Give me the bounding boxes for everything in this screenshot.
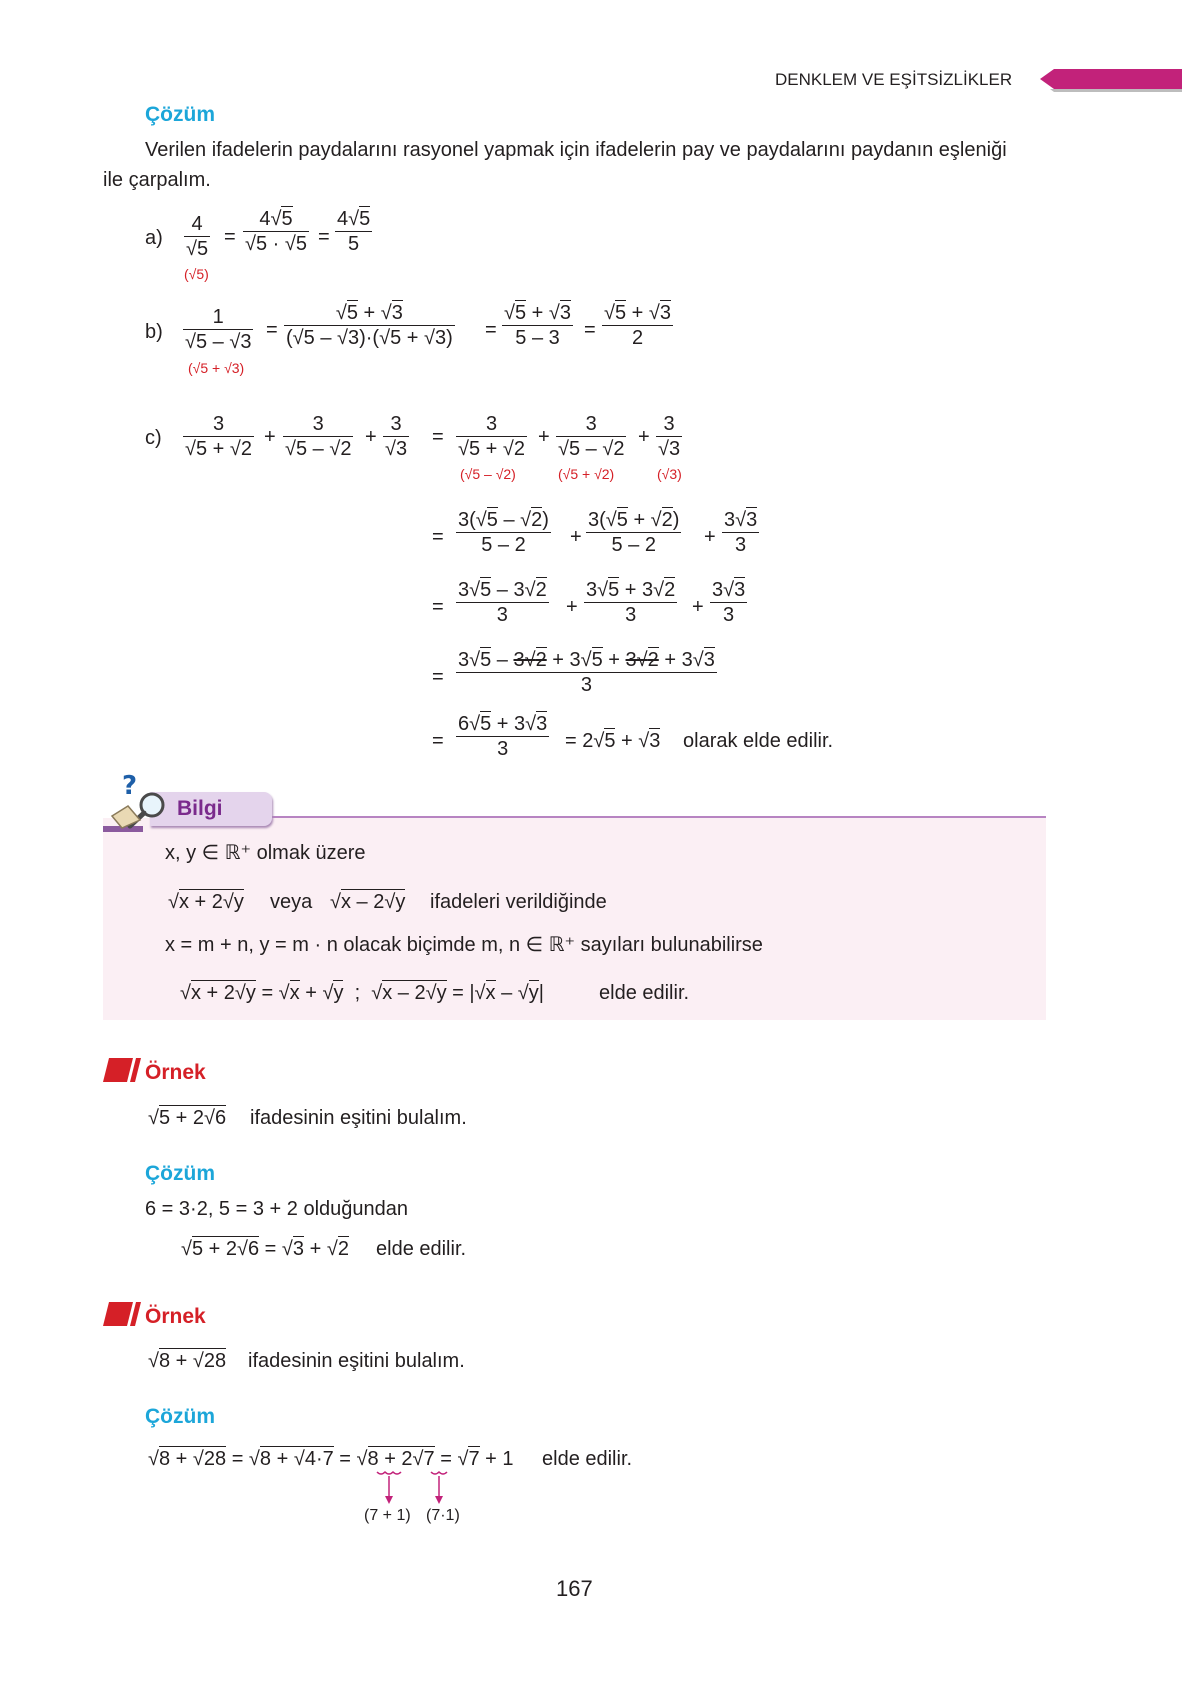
example1-solution-expr: √5 + 2√6 = √3 + √2 (181, 1238, 349, 1260)
fraction: 3 √3 (385, 413, 408, 460)
chapter-title: DENKLEM VE EŞİTSİZLİKLER (775, 70, 1013, 89)
fraction: 3√5 – 3√2 + 3√5 + 3√2 + 3√3 3 (458, 649, 715, 696)
solution-heading: Çözüm (145, 103, 215, 126)
example1-expression: √5 + 2√6 (148, 1107, 227, 1129)
label-a: a) (145, 227, 163, 249)
fraction: 3 √5 + √2 (185, 413, 253, 460)
example2-solution-expr: √8 + √28 = √8 + √4·7 = √8 + 2√7 = √7 + 1 (148, 1448, 514, 1470)
label-b: b) (145, 321, 163, 343)
fraction: √5 + √3 2 (604, 302, 672, 349)
fraction: 3 √5 + √2 (458, 413, 526, 460)
example-marker-icon (103, 1056, 143, 1084)
fraction: 3√3 3 (724, 509, 758, 556)
info-line3: x = m + n, y = m · n olacak biçimde m, n ∈ ℝ⁺ sayıları bulunabilirse (165, 934, 763, 956)
info-box-top-line (270, 816, 1046, 818)
example-heading: Örnek (145, 1305, 206, 1328)
info-expr-2: √x – 2√y (330, 891, 406, 913)
magnifier-question-icon (108, 772, 172, 830)
fraction: 3(√5 + √2) 5 – 2 (588, 509, 680, 556)
info-expr-1: √x + 2√y (168, 891, 244, 913)
info-line1: x, y ∈ ℝ⁺ olmak üzere (165, 842, 366, 864)
example2-expression: √8 + √28 (148, 1350, 227, 1372)
result-text: olarak elde edilir. (683, 730, 834, 752)
example-heading: Örnek (145, 1061, 206, 1084)
annotation-arrows (375, 1468, 455, 1508)
fraction: 6√5 + 3√3 3 (458, 713, 548, 760)
example-marker-icon (103, 1300, 143, 1328)
example2-solution-end: elde edilir. (542, 1448, 633, 1470)
fraction: 3√5 – 3√2 3 (458, 579, 547, 626)
example1-solution-line1: 6 = 3·2, 5 = 3 + 2 olduğundan (145, 1198, 408, 1220)
fraction: 3(√5 – √2) 5 – 2 (458, 509, 549, 556)
fraction: √5 + √3 (√5 – √3)·(√5 + √3) (286, 302, 453, 349)
fraction: √5 + √3 5 – 3 (504, 302, 572, 349)
example1-prompt: ifadesinin eşitini bulalım. (250, 1107, 467, 1129)
info-line2-end: ifadeleri verildiğinde (430, 891, 607, 913)
intro-text-line2: ile çarpalım. (103, 169, 211, 191)
info-formula: √x + 2√y = √x + √y ; √x – 2√y = |√x – √y| (180, 982, 544, 1004)
intro-text-line1: Verilen ifadelerin paydalarını rasyonel yapmak için ifadelerin pay ve paydalarını paydanın eşleniği (145, 139, 1007, 161)
fraction: 3 √3 (658, 413, 681, 460)
fraction: 3√3 3 (712, 579, 746, 626)
solution-heading: Çözüm (145, 1405, 215, 1428)
fraction: 3 √5 – √2 (558, 413, 625, 460)
fraction: 1 √5 – √3 (185, 306, 252, 353)
header-tab-shape (1040, 66, 1182, 92)
result-expression: = 2√5 + √3 (565, 730, 661, 752)
fraction: 4√5 5 (337, 208, 371, 255)
label-c: c) (145, 427, 162, 449)
page-number: 167 (556, 1576, 593, 1601)
info-line2-mid: veya (270, 891, 313, 913)
fraction: 3 √5 – √2 (285, 413, 352, 460)
example2-prompt: ifadesinin eşitini bulalım. (248, 1350, 465, 1372)
solution-heading: Çözüm (145, 1162, 215, 1185)
note-product: (7·1) (426, 1507, 460, 1524)
svg-text:?: ? (122, 772, 138, 801)
example1-solution-end: elde edilir. (376, 1238, 467, 1260)
fraction: 4√5 √5 · √5 (245, 208, 307, 255)
info-title: Bilgi (177, 797, 223, 820)
fraction: 4 √5 (186, 213, 209, 260)
note-sum: (7 + 1) (364, 1507, 411, 1524)
info-line4-end: elde edilir. (599, 982, 690, 1004)
fraction: 3√5 + 3√2 3 (586, 579, 676, 626)
